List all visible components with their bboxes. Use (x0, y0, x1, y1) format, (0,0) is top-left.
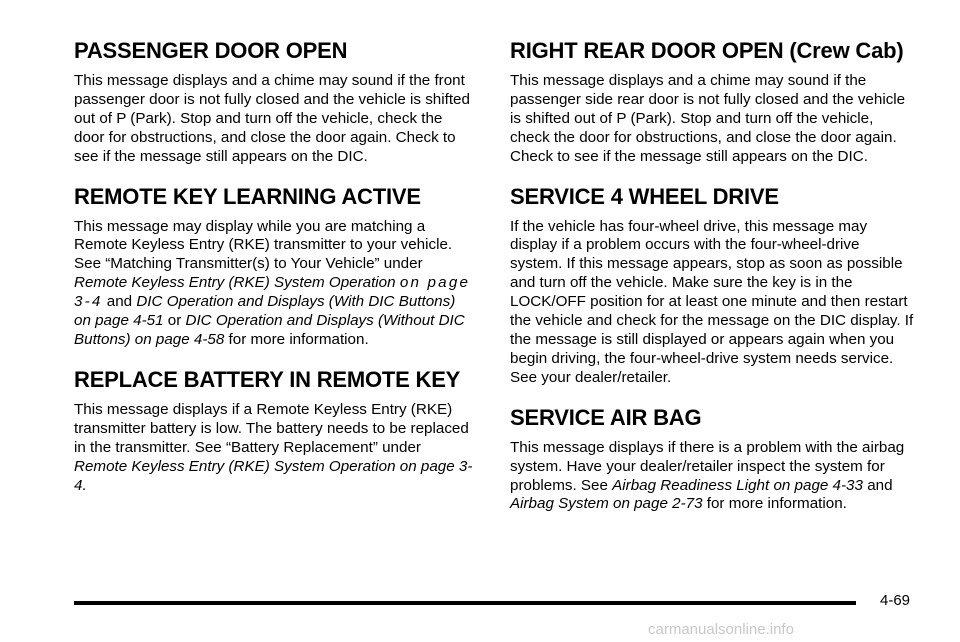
page-reference-link[interactable]: on page 4-51 (74, 312, 164, 330)
page-reference-link[interactable]: on page 4-33 (773, 476, 863, 494)
page-number: 4-69 (880, 592, 911, 609)
heading-replace-battery: REPLACE BATTERY IN REMOTE KEY (74, 366, 461, 392)
cross-reference-link[interactable]: Remote Keyless Entry (RKE) System Operation on page 3-4. (74, 457, 473, 494)
cross-reference-link[interactable]: DIC Operation and Displays (With DIC Buttons) (136, 293, 456, 311)
paragraph-service-4wd: If the vehicle has four-wheel drive, this message may display if a problem occurs with the four-wheel-drive system. If this message appears, stop as soon as possible and turn off the vehicle. Make sure the key is in the LOCK/OFF position for at least one minute and then restart the vehicle and check for the message on the DIC display. If the message is still displayed or appears again when you begin driving, the four-wheel-drive system needs service. See your dealer/retailer. (510, 217, 914, 386)
page-reference-link[interactable]: on page 2-73 (613, 495, 703, 513)
paragraph-passenger-door-open: This message displays and a chime may sound if the front passenger door is not fully closed and the vehicle is shifted out of P (Park). Stop and turn off the vehicle, check the door for obstructions, and close the door again. Check to see if the message still appears on the DIC. (74, 72, 470, 165)
text: This message displays if there is a problem with the airbag system. Have your dealer/retailer inspect the system for problems. See (510, 438, 905, 494)
cross-reference-link[interactable]: DIC Operation and Displays (Without DIC Buttons) (74, 312, 465, 348)
text: and (862, 476, 893, 494)
heading-service-air-bag: SERVICE AIR BAG (510, 404, 702, 430)
text: for more information. (224, 330, 369, 348)
text: This message displays if a Remote Keyless Entry (RKE) transmitter battery is low. The battery needs to be replaced in the transmitter. See “Battery Replacement” under (74, 400, 469, 456)
heading-service-4wd: SERVICE 4 WHEEL DRIVE (510, 183, 779, 209)
page-reference-link[interactable]: on page 4-58 (134, 330, 225, 348)
page-reference-link[interactable]: on page 3-4 (74, 274, 471, 311)
cross-reference-link[interactable]: Airbag Readiness Light (612, 476, 770, 494)
text: This message may display while you are matching a Remote Keyless Entry (RKE) transmitter to your vehicle. See “Matching Transmitter(s) to Your Vehicle” under (74, 217, 453, 273)
paragraph-replace-battery (74, 401, 474, 496)
watermark: carmanualsonline.info (648, 621, 794, 638)
paragraph-service-air-bag (510, 439, 915, 515)
heading-right-rear-door-open: RIGHT REAR DOOR OPEN (Crew Cab) (510, 38, 904, 63)
right-column (510, 38, 915, 531)
cross-reference-link[interactable]: Remote Keyless Entry (RKE) System Operation (74, 274, 396, 292)
paragraph-right-rear-door-open: This message displays and a chime may sound if the passenger side rear door is not fully closed and the vehicle is shifted out of P (Park). Stop and turn off the vehicle, check the door for obstructions, and close the door again. Check to see if the message still appears on the DIC. (510, 72, 906, 165)
cross-reference-link[interactable]: Airbag System (510, 495, 609, 513)
heading-remote-key-learning: REMOTE KEY LEARNING ACTIVE (74, 183, 421, 209)
text: for more information. (702, 495, 847, 513)
text: or (163, 312, 186, 330)
left-column (74, 38, 474, 512)
heading-passenger-door-open: PASSENGER DOOR OPEN (74, 38, 348, 63)
paragraph-remote-key-learning (74, 218, 474, 350)
text: and (102, 293, 137, 311)
footer-rule (74, 601, 856, 605)
